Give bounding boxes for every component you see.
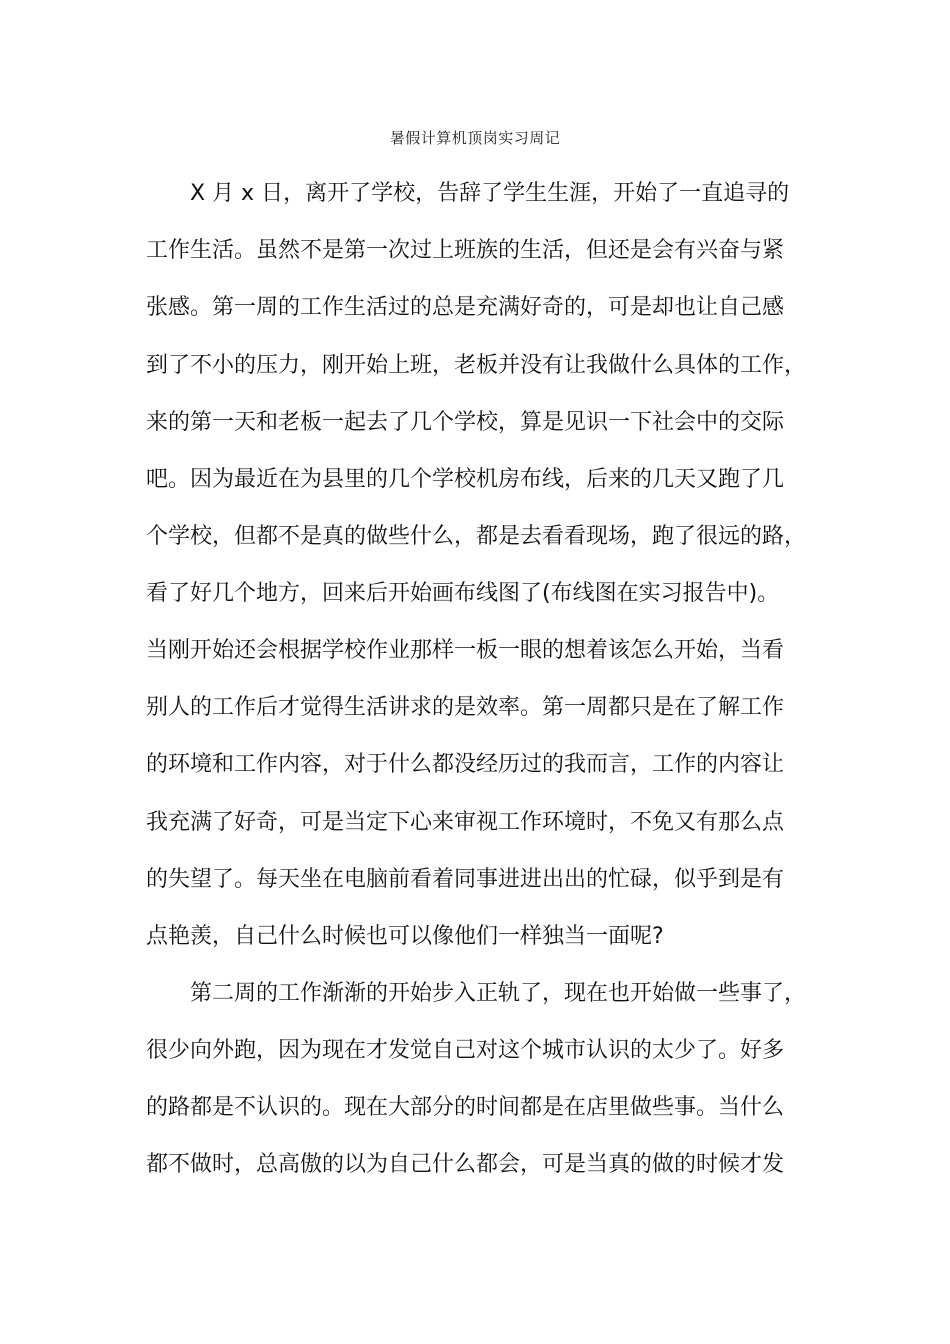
paragraph-line: 第二周的工作渐渐的开始步入正轨了，现在也开始做一些事了， [190,981,807,1006]
paragraph-line: 都不做时，总高傲的以为自己什么都会，可是当真的做的时候才发 [146,1152,785,1177]
paragraph-line: 吧。因为最近在为县里的几个学校机房布线，后来的几天又跑了几 [146,467,785,492]
paragraph-line: 别人的工作后才觉得生活讲求的是效率。第一周都只是在了解工作 [146,695,785,720]
paragraph-line: 很少向外跑，因为现在才发觉自己对这个城市认识的太少了。好多 [146,1038,785,1063]
paragraph-line: 当刚开始还会根据学校作业那样一板一眼的想着该怎么开始，当看 [146,638,785,663]
paragraph-line: 到了不小的压力，刚开始上班，老板并没有让我做什么具体的工作， [146,353,807,378]
document-title: 暑假计算机顶岗实习周记 [389,129,561,147]
paragraph-line: 看了好几个地方，回来后开始画布线图了(布线图在实习报告中)。 [146,581,780,606]
paragraph-line: 的环境和工作内容，对于什么都没经历过的我而言，工作的内容让 [146,752,785,777]
paragraph-line: 的路都是不认识的。现在大部分的时间都是在店里做些事。当什么 [146,1095,785,1120]
paragraph-line: 来的第一天和老板一起去了几个学校，算是见识一下社会中的交际 [146,410,785,435]
paragraph-line: X 月 x 日，离开了学校，告辞了学生生涯，开始了一直追寻的 [190,181,790,206]
paragraph-line: 工作生活。虽然不是第一次过上班族的生活，但还是会有兴奋与紧 [146,238,785,263]
paragraph-line: 张感。第一周的工作生活过的总是充满好奇的，可是却也让自己感 [146,295,785,320]
paragraph-line: 的失望了。每天坐在电脑前看着同事进进出出的忙碌，似乎到是有 [146,867,785,892]
paragraph-line: 我充满了好奇，可是当定下心来审视工作环境时，不免又有那么点 [146,810,785,835]
paragraph-line: 个学校，但都不是真的做些什么，都是去看看现场，跑了很远的路， [146,524,807,549]
paragraph-line: 点艳羡，自己什么时候也可以像他们一样独当一面呢? [146,924,664,949]
